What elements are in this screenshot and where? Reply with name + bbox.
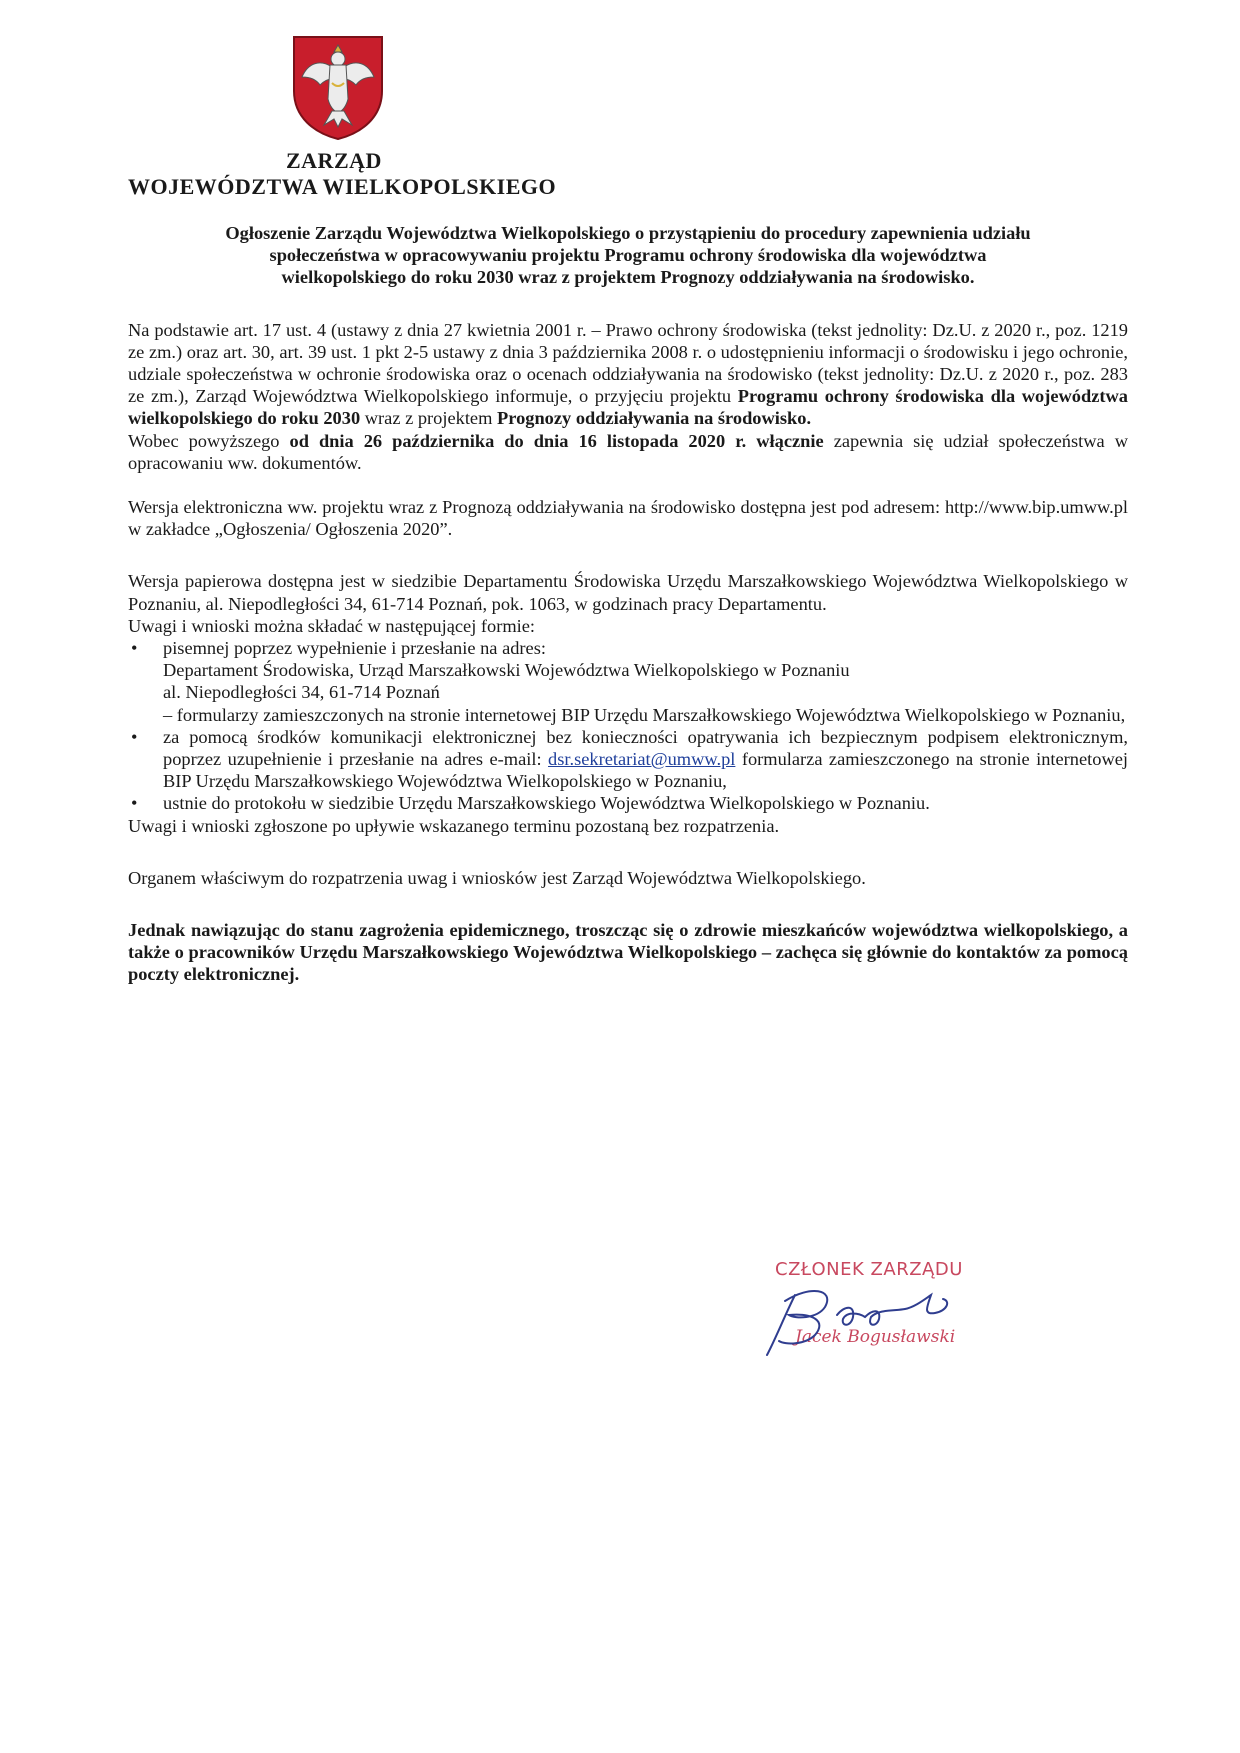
electronic-version-paragraph: Wersja elektroniczna ww. projektu wraz z Prognozą oddziaływania na środowisko dostępna jest pod adresem: http://www.bip.umww.pl w zakładce „Ogłoszenia/ Ogłoszenia 2020”. bbox=[128, 497, 1128, 540]
list-item bbox=[128, 637, 1128, 726]
forecast-name: Prognozy oddziaływania na środowisko. bbox=[497, 408, 812, 429]
signer-name: Jacek Bogusławski bbox=[795, 1327, 956, 1347]
announcement-line: Ogłoszenie Zarządu Województwa Wielkopolskiego o przystąpieniu do procedury zapewnienia udziału bbox=[225, 223, 1031, 243]
list-item bbox=[128, 726, 1128, 793]
text-run: wraz z projektem bbox=[360, 408, 497, 429]
signature-stamp: CZŁONEK ZARZĄDU bbox=[775, 1259, 963, 1280]
signature-block bbox=[755, 1255, 1005, 1365]
paper-version-paragraph: Wersja papierowa dostępna jest w siedzibie Departamentu Środowiska Urzędu Marszałkowskiego Województwa Wielkopolskiego w Poznaniu, al. Niepodległości 34, 61-714 Poznań, pok. 1063, w godzinach pracy Departamentu. bbox=[128, 571, 1128, 614]
submission-intro: Uwagi i wnioski można składać w następującej formie: bbox=[128, 615, 536, 636]
text-run: Na podstawie art. 17 ust. 4 (ustawy z dnia 27 kwietnia 2001 r. – Prawo ochrony środowiska (tekst jednolity: Dz.U. z 2020 r., poz. 1219 ze zm.) oraz art. 30, art. 39 ust. 1 pkt 2-5 ustawy z dnia 3 października 2008 r. o udostępnieniu informacji o środowisku i jego ochronie, udziale społeczeństwa w ochronie środowiska oraz o ocenach oddziaływania na środowisko (tekst jednolity: Dz.U. z 2020 r., poz. 283 ze zm.), Zarząd Województwa Wielkopolskiego informuje, o przyjęciu projektu bbox=[128, 319, 1128, 407]
consultation-period: od dnia 26 października do dnia 16 listopada 2020 r. włącznie bbox=[289, 430, 824, 451]
document-body bbox=[128, 222, 1128, 986]
list-item-text: – formularzy zamieszczonych na stronie internetowej BIP Urzędu Marszałkowskiego Województwa Wielkopolskiego w Poznaniu, bbox=[163, 704, 1126, 725]
issuer-title-line2: WOJEWÓDZTWA WIELKOPOLSKIEGO bbox=[128, 174, 557, 199]
address-line: Departament Środowiska, Urząd Marszałkowski Województwa Wielkopolskiego w Poznaniu bbox=[163, 660, 850, 681]
list-item-text: za pomocą środków komunikacji elektronicznej bez konieczności opatrywania ich bezpiecznym podpisem elektronicznym, poprzez uzupełnienie i przesłanie na adres e-mail: bbox=[163, 726, 1128, 770]
announcement-title bbox=[128, 222, 1128, 289]
competent-authority-paragraph: Organem właściwym do rozpatrzenia uwag i wniosków jest Zarząd Województwa Wielkopolskiego. bbox=[128, 867, 866, 888]
bullet-icon: • bbox=[131, 793, 138, 814]
issuer-header bbox=[128, 148, 598, 200]
list-item-text: ustnie do protokołu w siedzibie Urzędu Marszałkowskiego Województwa Wielkopolskiego w Poznaniu. bbox=[163, 793, 930, 814]
issuer-title-line1: ZARZĄD bbox=[286, 148, 382, 173]
bullet-icon: • bbox=[131, 726, 138, 747]
bullet-icon: • bbox=[131, 638, 138, 659]
list-item bbox=[128, 792, 1128, 814]
epidemic-notice-paragraph: Jednak nawiązując do stanu zagrożenia epidemicznego, troszcząc się o zdrowie mieszkańców województwa wielkopolskiego, a także o pracowników Urzędu Marszałkowskiego Województwa Wielkopolskiego – zachęca się głównie do kontaktów za pomocą poczty elektronicznej. bbox=[128, 920, 1128, 985]
coat-of-arms-icon bbox=[290, 33, 386, 141]
email-link[interactable]: dsr.sekretariat@umww.pl bbox=[548, 749, 736, 770]
address-line: al. Niepodległości 34, 61-714 Poznań bbox=[163, 682, 440, 703]
list-item-text: pisemnej poprzez wypełnienie i przesłanie na adres: bbox=[163, 638, 546, 659]
text-run: zapewnia się udział społeczeństwa w opracowaniu ww. dokumentów. bbox=[128, 430, 1128, 473]
handwritten-signature-icon bbox=[755, 1255, 1005, 1365]
list-item-text: formularza zamieszczonego na stronie internetowej BIP Urzędu Marszałkowskiego Województwa Wielkopolskiego w Poznaniu, bbox=[163, 749, 1128, 792]
submission-methods-list bbox=[128, 637, 1128, 815]
text-run: Wobec powyższego bbox=[128, 430, 290, 451]
deadline-note: Uwagi i wnioski zgłoszone po upływie wskazanego terminu pozostaną bez rozpatrzenia. bbox=[128, 815, 780, 836]
announcement-line: społeczeństwa w opracowywaniu projektu Programu ochrony środowiska dla województwa bbox=[269, 245, 987, 266]
legal-basis-paragraph bbox=[128, 319, 1128, 474]
announcement-line: wielkopolskiego do roku 2030 wraz z projektem Prognozy oddziaływania na środowisko. bbox=[281, 267, 975, 288]
program-name: Programu ochrony środowiska dla województwa wielkopolskiego do roku 2030 bbox=[128, 386, 1128, 429]
